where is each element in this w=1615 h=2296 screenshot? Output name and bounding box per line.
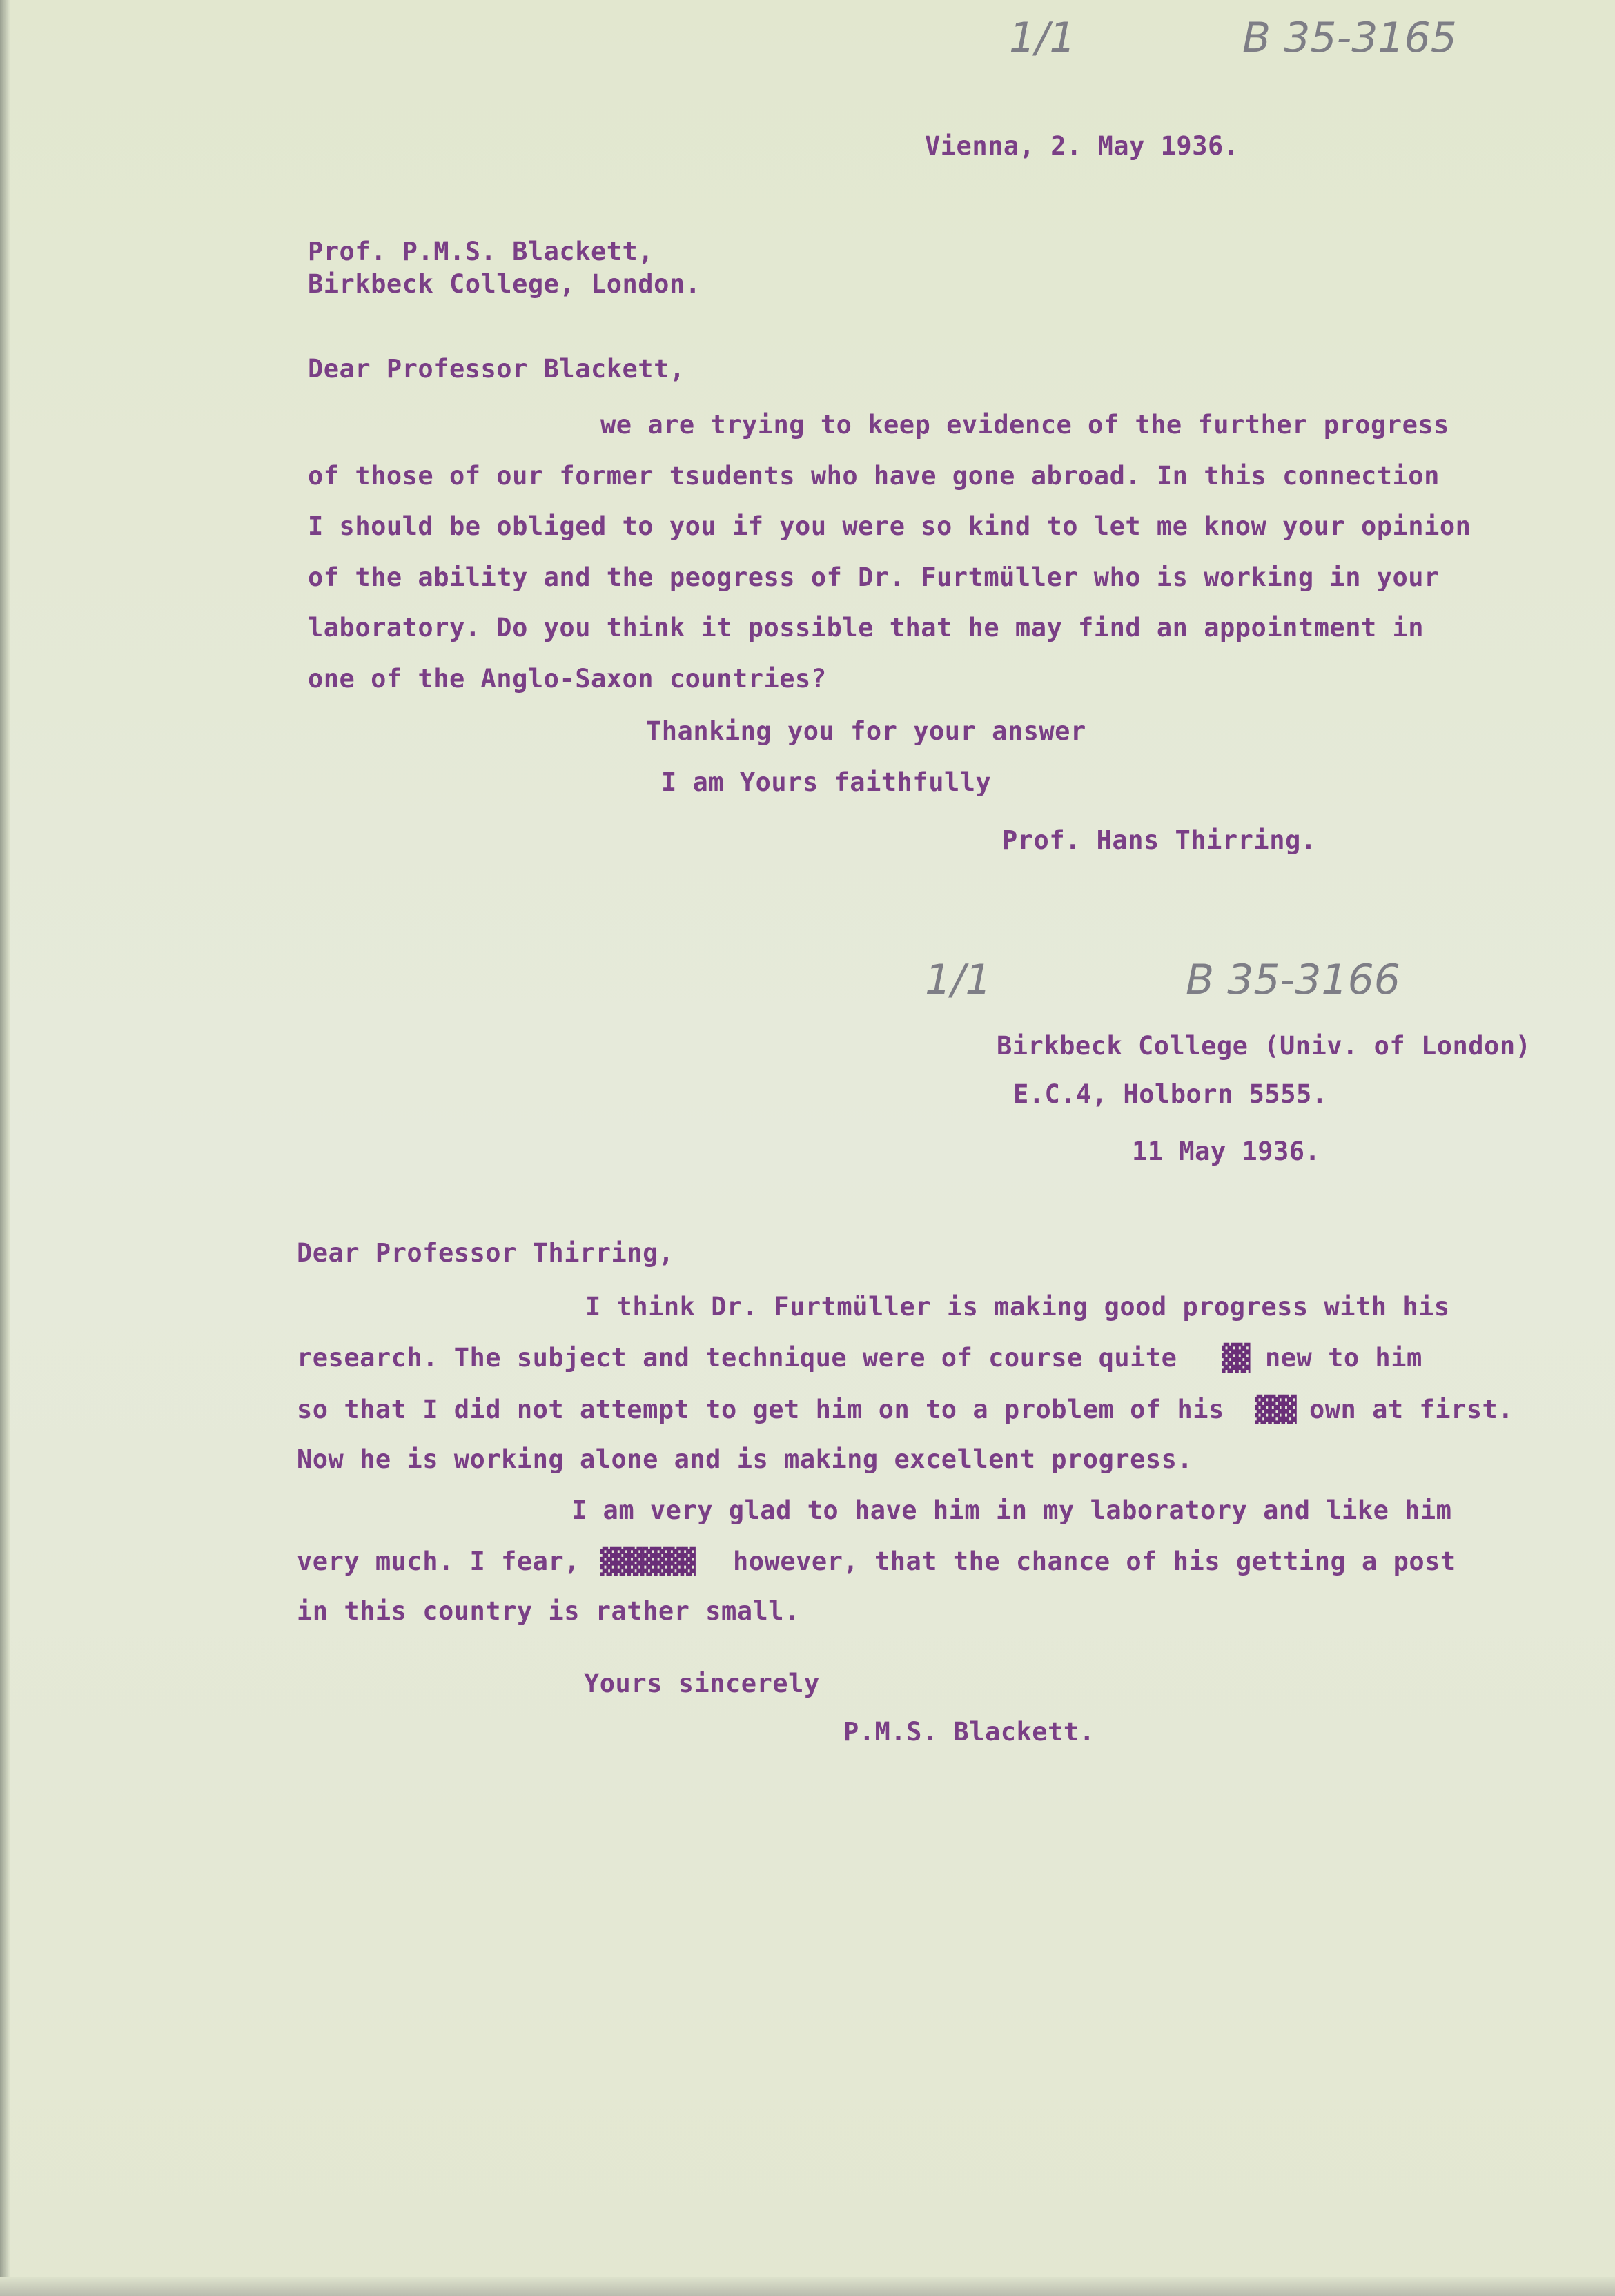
letter1-salutation: Dear Professor Blackett, [308, 354, 685, 384]
letter1-addressee-line-1: Prof. P.M.S. Blackett, [308, 237, 654, 266]
letter2-address-line-1: Birkbeck College (Univ. of London) [997, 1031, 1531, 1061]
typed-strikeout-1: ▓▓ [1222, 1343, 1249, 1373]
letter1-body-line-2: of those of our former tsudents who have gone abroad. In this connection [308, 461, 1440, 491]
letter2-para2-line-2: very much. I fear, [297, 1547, 580, 1576]
letter2-para2-line-2-end: however, that the chance of his getting a post [733, 1547, 1456, 1576]
letter2-closing: Yours sincerely [584, 1669, 820, 1698]
letter2-address-line-2: E.C.4, Holborn 5555. [1013, 1079, 1328, 1109]
typed-strikeout-3: ▓▓▓▓▓▓▓ [600, 1547, 694, 1576]
page-edge-bottom [0, 2277, 1615, 2296]
letter2-salutation: Dear Professor Thirring, [297, 1238, 674, 1268]
letter1-body-line-4: of the ability and the peogress of Dr. Furtmüller who is working in your [308, 562, 1440, 592]
letter2-date: 11 May 1936. [1132, 1137, 1321, 1166]
letter2-para1-line-2: research. The subject and technique were of course quite [297, 1343, 1177, 1373]
letter1-body-line-6: one of the Anglo-Saxon countries? [308, 664, 827, 694]
letter2-para2-line-1: I am very glad to have him in my laboratory and like him [571, 1495, 1452, 1525]
typed-strikeout-2: ▓▓▓ [1255, 1395, 1295, 1424]
archive-ref-1: B 35-3165 [1242, 14, 1457, 62]
letter2-signature: P.M.S. Blackett. [843, 1717, 1095, 1747]
letter1-date: Vienna, 2. May 1936. [925, 131, 1240, 161]
letter2-para1-line-4: Now he is working alone and is making excellent progress. [297, 1444, 1193, 1474]
page-edge-left [0, 0, 10, 2296]
letter2-para2-line-3: in this country is rather small. [297, 1596, 800, 1626]
archive-ref-2: B 35-3166 [1186, 956, 1400, 1004]
letter1-body-line-3: I should be obliged to you if you were so kind to let me know your opinion [308, 511, 1471, 541]
letter2-para1-line-3-end: own at first. [1309, 1395, 1514, 1424]
letter1-addressee-line-2: Birkbeck College, London. [308, 269, 701, 299]
letter2-para1-line-2-end: new to him [1265, 1343, 1422, 1373]
letter1-signature: Prof. Hans Thirring. [1002, 825, 1317, 855]
letter2-para1-line-3: so that I did not attempt to get him on to a problem of his [297, 1395, 1224, 1424]
letter1-body-line-5: laboratory. Do you think it possible that he may find an appointment in [308, 613, 1425, 642]
archive-folio-2: 1/1 [925, 956, 992, 1004]
letter1-closing-line-2: I am Yours faithfully [661, 767, 992, 797]
archive-folio-1: 1/1 [1009, 14, 1076, 62]
letter1-closing-line-1: Thanking you for your answer [646, 716, 1086, 746]
letter2-para1-line-1: I think Dr. Furtmüller is making good progress with his [585, 1292, 1450, 1322]
letter1-body-line-1: we are trying to keep evidence of the further progress [600, 410, 1449, 440]
